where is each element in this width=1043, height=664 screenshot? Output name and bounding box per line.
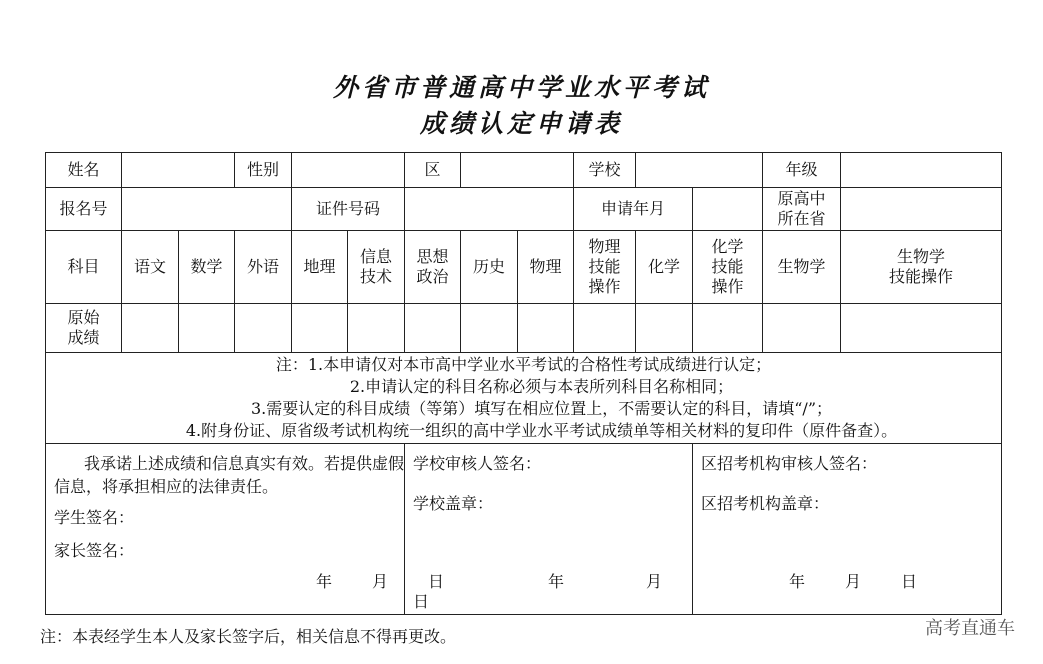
subject-label: 科目 [46, 231, 122, 304]
id-no-label: 证件号码 [292, 188, 405, 231]
gender-field[interactable] [292, 153, 405, 188]
school-field[interactable] [636, 153, 763, 188]
gender-label: 性别 [235, 153, 292, 188]
school-reviewer-signature-label[interactable]: 学校审核人签名： [413, 454, 542, 473]
original-province-label: 原高中 所在省 [763, 188, 841, 231]
day-label: 日 [413, 592, 430, 611]
subject-wuli-skill: 物理 技能 操作 [574, 231, 636, 304]
grade-label: 年级 [763, 153, 841, 188]
day-label: 日 [428, 572, 445, 591]
year-label: 年 [316, 572, 333, 591]
score-cell[interactable] [292, 304, 348, 353]
month-label: 月 [372, 572, 389, 591]
name-label: 姓名 [46, 153, 122, 188]
note-item: 4.附身份证、原省级考试机构统一组织的高中学业水平考试成绩单等相关材料的复印件（原件备查）。 [185, 421, 898, 440]
school-seal-label[interactable]: 学校盖章： [413, 494, 494, 513]
subject-wuli: 物理 [518, 231, 574, 304]
notes-cell [46, 353, 1002, 444]
month-label: 月 [845, 572, 862, 591]
footer-note: 注：本表经学生本人及家长签字后，相关信息不得再更改。 [40, 627, 457, 646]
score-cell[interactable] [763, 304, 841, 353]
grade-field[interactable] [841, 153, 1002, 188]
district-review-cell [693, 444, 1002, 615]
score-cell[interactable] [405, 304, 461, 353]
subject-shengwu-skill: 生物学 技能操作 [841, 231, 1002, 304]
reg-no-label: 报名号 [46, 188, 122, 231]
id-no-field[interactable] [405, 188, 574, 231]
score-cell[interactable] [574, 304, 636, 353]
district-reviewer-signature-label[interactable]: 区招考机构审核人签名： [701, 454, 878, 473]
year-label: 年 [789, 572, 806, 591]
score-cell[interactable] [235, 304, 292, 353]
month-label: 月 [646, 572, 663, 591]
district-seal-label[interactable]: 区招考机构盖章： [701, 494, 830, 513]
form-title-line1: 外省市普通高中学业水平考试 [332, 73, 710, 102]
note-item: 3.需要认定的科目成绩（等第）填写在相应位置上，不需要认定的科目，请填“/”； [250, 399, 833, 418]
student-pledge-cell [46, 444, 445, 615]
score-cell[interactable] [348, 304, 405, 353]
note-item: 2.申请认定的科目名称必须与本表所列科目名称相同； [349, 377, 734, 396]
district-field[interactable] [461, 153, 574, 188]
original-province-field[interactable] [841, 188, 1002, 231]
name-field[interactable] [122, 153, 235, 188]
subject-sixiang: 思想 政治 [405, 231, 461, 304]
subject-xinxi: 信息 技术 [348, 231, 405, 304]
application-form-table [45, 152, 1002, 615]
score-cell[interactable] [841, 304, 1002, 353]
score-cell[interactable] [461, 304, 518, 353]
apply-month-label: 申请年月 [574, 188, 693, 231]
apply-month-field[interactable] [693, 188, 763, 231]
district-label: 区 [405, 153, 461, 188]
form-title-line2: 成绩认定申请表 [419, 109, 623, 138]
subject-shuxue: 数学 [179, 231, 235, 304]
original-score-label: 原始 成绩 [46, 304, 122, 353]
watermark: 高考直通车 [925, 618, 1015, 639]
subject-waiyu: 外语 [235, 231, 292, 304]
school-label: 学校 [574, 153, 636, 188]
score-cell[interactable] [636, 304, 693, 353]
score-cell[interactable] [693, 304, 763, 353]
pledge-text: 我承诺上述成绩和信息真实有效。若提供虚假 [84, 454, 405, 473]
note-item: 注：1.本申请仅对本市高中学业水平考试的合格性考试成绩进行认定； [275, 355, 772, 374]
score-cell[interactable] [179, 304, 235, 353]
day-label: 日 [901, 572, 918, 591]
subject-shengwu: 生物学 [763, 231, 841, 304]
reg-no-field[interactable] [122, 188, 292, 231]
subject-yuwen: 语文 [122, 231, 179, 304]
school-review-cell [405, 444, 693, 615]
subject-huaxue-skill: 化学 技能 操作 [693, 231, 763, 304]
year-label: 年 [548, 572, 565, 591]
parent-signature-label[interactable]: 家长签名： [54, 541, 135, 560]
student-signature-label[interactable]: 学生签名： [54, 508, 135, 527]
subject-lishi: 历史 [461, 231, 518, 304]
pledge-text: 信息，将承担相应的法律责任。 [54, 477, 279, 496]
subject-dili: 地理 [292, 231, 348, 304]
score-cell[interactable] [122, 304, 179, 353]
subject-huaxue: 化学 [636, 231, 693, 304]
score-cell[interactable] [518, 304, 574, 353]
